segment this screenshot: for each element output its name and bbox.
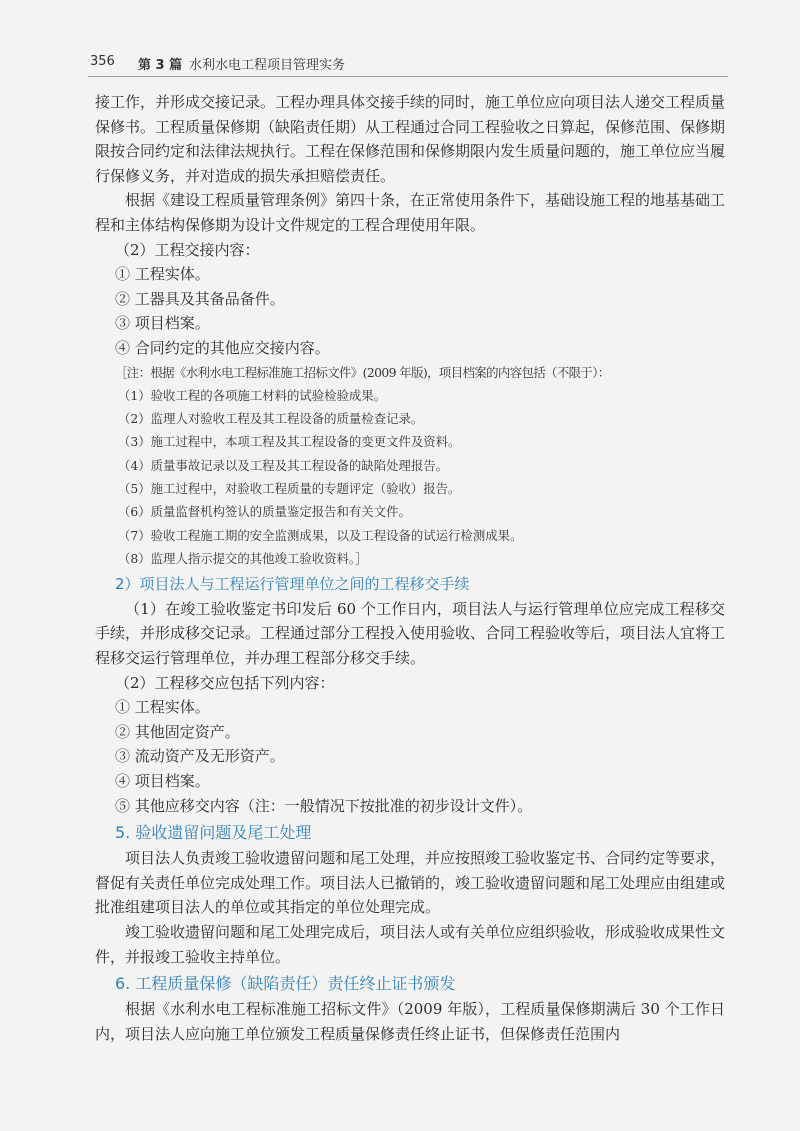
list-intro: （2）工程移交应包括下列内容： — [115, 673, 335, 692]
note-item: （7）验收工程施工期的安全监测成果，以及工程设备的试运行检测成果。 — [118, 527, 523, 543]
paragraph: 根据《水利水电工程标准施工招标文件》（2009 年版），工程质量保修期满后 30 个工作日内，项目法人应向施工单位颁发工程质量保修责任终止证书，但保修责任范围内 — [95, 1000, 725, 1043]
list-item: ① 工程实体。 — [115, 265, 210, 284]
subsection-heading: 2）项目法人与工程运行管理单位之间的工程移交手续 — [115, 575, 470, 594]
list-item: ② 其他固定资产。 — [115, 722, 240, 741]
note-lead: ［注：根据《水利水电工程标准施工招标文件》(2009 年版)，项目档案的内容包括（不限于）： — [115, 364, 610, 380]
note-item: （1）验收工程的各项施工材料的试验检验成果。 — [118, 387, 387, 403]
book-title: 水利水电工程项目管理实务 — [189, 58, 346, 73]
paragraph: 项目法人负责竣工验收遗留问题和尾工处理，并应按照竣工验收鉴定书、合同约定等要求，督促有关责任单位完成处理工作。项目法人已撤销的，竣工验收遗留问题和尾工处理应由组建或批准组建项目法人的单位或其指定的单位处理完成。 — [95, 849, 726, 917]
paragraph: （1）在竣工验收鉴定书印发后 60 个工作日内，项目法人与运行管理单位应完成工程移交手续，并形成移交记录。工程通过部分工程投入使用验收、合同工程验收等后，项目法人宜将工程移交运行管理单位，并办理工程部分移交手续。 — [95, 599, 726, 667]
note-item: （3）施工过程中，本项工程及其工程设备的变更文件及资料。 — [118, 434, 461, 450]
note-item: （2）监理人对验收工程及其工程设备的质量检查记录。 — [118, 411, 424, 427]
list-item: ⑤ 其他应移交内容（注：一般情况下按批准的初步设计文件）。 — [115, 796, 533, 815]
note-item: （5）施工过程中，对验收工程质量的专题评定（验收）报告。 — [118, 481, 461, 497]
note-item: （8）监理人指示提交的其他竣工验收资料。］ — [118, 550, 368, 566]
paragraph: 接工作，并形成交接记录。工程办理具体交接手续的同时，施工单位应向项目法人递交工程质量保修书。工程质量保修期（缺陷责任期）从工程通过合同工程验收之日算起，保修范围、保修期限按合同约定和法律法规执行。工程在保修范围和保修期限内发生质量问题的，施工单位应当履行保修义务，并对造成的损失承担赔偿责任。 — [95, 93, 726, 185]
list-item: ④ 项目档案。 — [115, 771, 210, 790]
page-body — [95, 90, 725, 1046]
paragraph: 竣工验收遗留问题和尾工处理完成后，项目法人或有关单位应组织验收，形成验收成果性文件，并报竣工验收主持单位。 — [95, 922, 726, 966]
note-item: （6）质量监督机构签认的质量鉴定报告和有关文件。 — [118, 504, 411, 520]
list-item: ① 工程实体。 — [115, 698, 210, 717]
list-item: ④ 合同约定的其他应交接内容。 — [115, 338, 330, 357]
note-item: （4）质量事故记录以及工程及其工程设备的缺陷处理报告。 — [118, 457, 449, 473]
list-item: ③ 流动资产及无形资产。 — [115, 747, 285, 766]
section-heading: 5. 验收遗留问题及尾工处理 — [115, 823, 312, 843]
list-intro: （2）工程交接内容： — [115, 240, 260, 259]
list-item: ③ 项目档案。 — [115, 314, 210, 333]
section-heading: 6. 工程质量保修（缺陷责任）责任终止证书颁发 — [115, 974, 456, 994]
part-label: 第 3 篇 — [138, 58, 183, 73]
list-item: ② 工器具及其备品备件。 — [115, 289, 285, 308]
running-header — [88, 50, 728, 77]
paragraph: 根据《建设工程质量管理条例》第四十条，在正常使用条件下，基础设施工程的地基基础工程和主体结构保修期为设计文件规定的工程合理使用年限。 — [95, 191, 726, 234]
page-number: 356 — [90, 54, 115, 69]
